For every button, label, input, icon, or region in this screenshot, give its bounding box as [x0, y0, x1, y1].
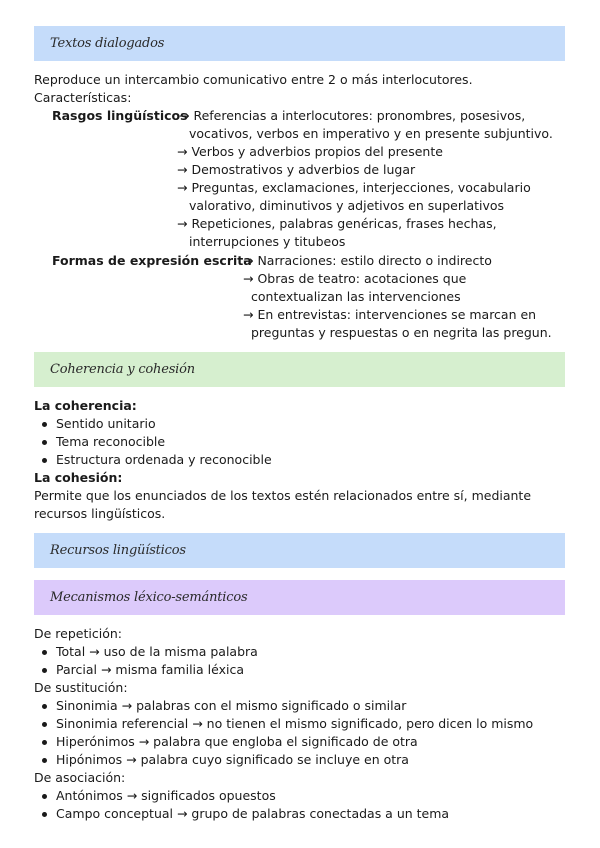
- repeticion-label: De repetición:: [34, 626, 122, 641]
- section-title: Recursos lingüísticos: [50, 543, 186, 558]
- forma-line: → Obras de teatro: acotaciones que: [243, 271, 467, 286]
- intro-text: Reproduce un intercambio comunicativo entre 2 o más interlocutores.: [34, 72, 473, 87]
- forma-line: → Narraciones: estilo directo o indirecto: [243, 253, 492, 268]
- list-item: Total → uso de la misma palabra: [56, 644, 258, 659]
- forma-line: preguntas y respuestas o en negrita las pregun.: [251, 325, 552, 340]
- rasgos-label: Rasgos lingüísticos: [52, 108, 188, 123]
- list-item: Sinonimia → palabras con el mismo significado o similar: [56, 698, 407, 713]
- sustitucion-label: De sustitución:: [34, 680, 128, 695]
- rasgo-line: → Repeticiones, palabras genéricas, frases hechas,: [177, 216, 497, 231]
- forma-line: → En entrevistas: intervenciones se marcan en: [243, 307, 537, 322]
- rasgo-line: → Demostrativos y adverbios de lugar: [177, 162, 416, 177]
- section-header-recursos: [34, 533, 565, 568]
- list-item: Sentido unitario: [56, 416, 156, 431]
- rasgo-line: valorativo, diminutivos y adjetivos en superlativos: [189, 198, 505, 213]
- rasgo-line: → Preguntas, exclamaciones, interjecciones, vocabulario: [177, 180, 531, 195]
- section-title: Mecanismos léxico-semánticos: [50, 590, 248, 605]
- rasgo-line: → Referencias a interlocutores: pronombres, posesivos,: [179, 108, 526, 123]
- list-item: Hiperónimos → palabra que engloba el significado de otra: [56, 734, 418, 749]
- section-title: Coherencia y cohesión: [50, 362, 195, 377]
- list-item: Campo conceptual → grupo de palabras conectadas a un tema: [56, 806, 450, 821]
- cohesion-text: Permite que los enunciados de los textos estén relacionados entre sí, mediante: [34, 488, 532, 503]
- asociacion-label: De asociación:: [34, 770, 126, 785]
- list-item: Estructura ordenada y reconocible: [56, 452, 272, 467]
- list-item: Antónimos → significados opuestos: [56, 788, 276, 803]
- forma-line: contextualizan las intervenciones: [251, 289, 461, 304]
- section-title: Textos dialogados: [50, 36, 165, 51]
- list-item: Sinonimia referencial → no tienen el mismo significado, pero dicen lo mismo: [56, 716, 534, 731]
- section-header-coherencia: [34, 352, 565, 387]
- rasgo-line: vocativos, verbos en imperativo y en presente subjuntivo.: [189, 126, 553, 141]
- characteristics-label: Características:: [34, 90, 132, 105]
- coherencia-title: La coherencia:: [34, 398, 137, 413]
- list-item: Tema reconocible: [56, 434, 166, 449]
- formas-label: Formas de expresión escrita: [52, 253, 252, 268]
- cohesion-text: recursos lingüísticos.: [34, 506, 166, 521]
- list-item: Hipónimos → palabra cuyo significado se incluye en otra: [56, 752, 409, 767]
- section-header-textos: [34, 26, 565, 61]
- section-header-mecanismos: [34, 580, 565, 615]
- cohesion-title: La cohesión:: [34, 470, 123, 485]
- list-item: Parcial → misma familia léxica: [56, 662, 245, 677]
- rasgo-line: interrupciones y titubeos: [189, 234, 346, 249]
- rasgo-line: → Verbos y adverbios propios del presente: [177, 144, 443, 159]
